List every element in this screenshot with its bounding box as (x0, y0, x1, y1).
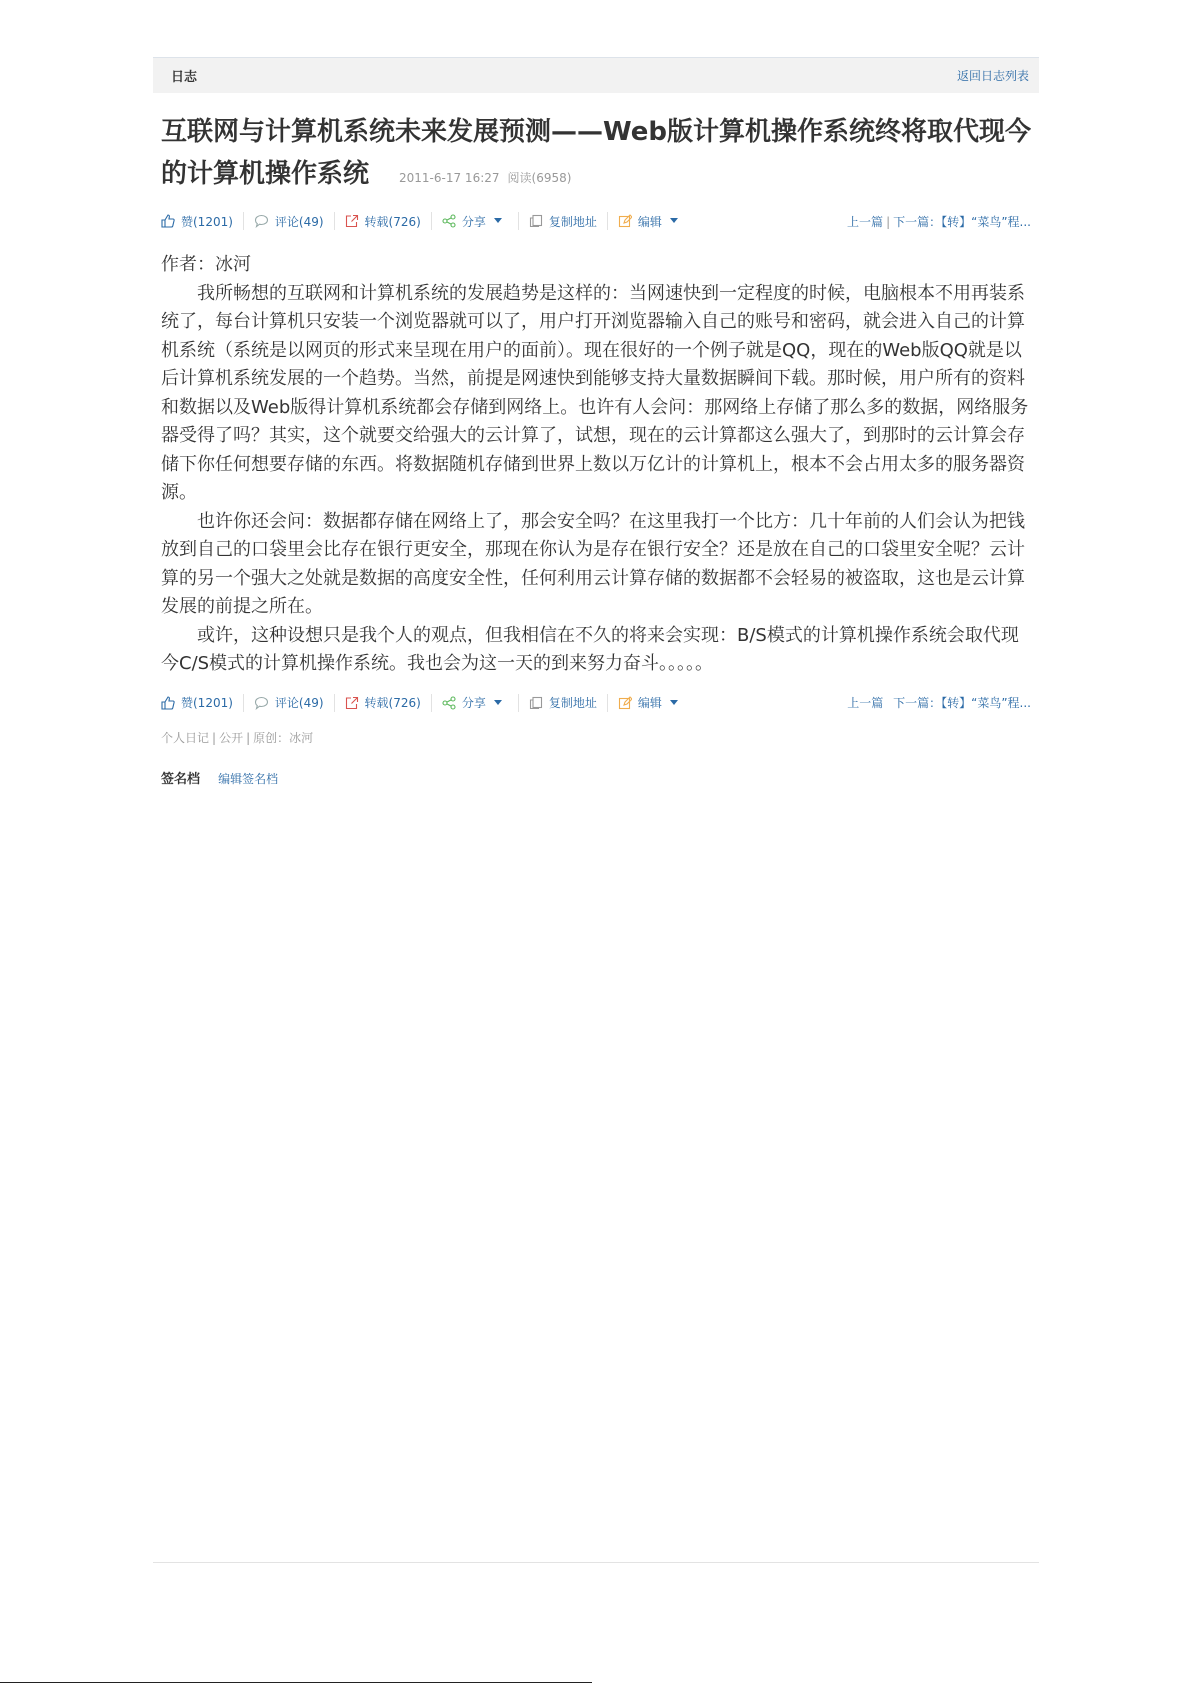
action-buttons (161, 212, 694, 230)
share-button[interactable] (431, 212, 518, 230)
bottom-divider (153, 1562, 1039, 1563)
post-origin: 原创：冰河 (253, 730, 314, 745)
back-to-list-link[interactable]: 返回日志列表 (956, 69, 1029, 83)
comment-button[interactable] (243, 694, 334, 712)
repost-icon (345, 696, 359, 710)
comment-icon (254, 214, 269, 228)
action-buttons (161, 694, 694, 712)
article-paragraph: 也许你还会问：数据都存储在网络上了，那会安全吗？在这里我打一个比方：几十年前的人们会认为把钱放到自己的口袋里会比存在银行更安全，那现在你认为是存在银行安全？还是放在自己的口袋里安全呢？云计算的另一个强大之处就是数据的高度安全性，任何利用云计算存储的数据都不会轻易的被盗取，这也是云计算发展的前提之所在。 (161, 510, 1025, 617)
article-content (153, 241, 1039, 679)
article-author: 作者：冰河 (161, 254, 251, 275)
comment-label: 评论(49) (274, 696, 324, 710)
edit-button[interactable] (607, 694, 694, 712)
edit-label: 编辑 (637, 696, 662, 710)
edit-signature-link[interactable]: 编辑签名档 (218, 771, 279, 786)
edit-button[interactable] (607, 212, 694, 230)
caret-down-icon (494, 218, 502, 224)
comment-label: 评论(49) (274, 214, 324, 229)
copy-icon (529, 696, 543, 710)
edit-icon (618, 214, 632, 228)
repost-icon (345, 214, 359, 228)
copy-address-button[interactable] (518, 694, 607, 712)
thumbs-up-icon (161, 696, 175, 710)
article-meta (399, 171, 571, 185)
prev-post-link[interactable]: 上一篇 (847, 696, 884, 710)
post-category[interactable]: 个人日记 (161, 730, 210, 745)
article-paragraph: 或许，这种设想只是我个人的观点，但我相信在不久的将来会实现：B/S模式的计算机操作系统会取代现今C/S模式的计算机操作系统。我也会为这一天的到来努力奋斗。。。。。 (161, 624, 1019, 674)
repost-label: 转载(726) (364, 214, 421, 229)
section-title: 日志 (171, 70, 198, 85)
action-bar-top (153, 201, 1039, 241)
copy-label: 复制地址 (548, 214, 597, 229)
like-label: 赞(1201) (181, 696, 233, 710)
post-footer-meta: 个人日记 | 公开 | 原创：冰河 (161, 730, 314, 745)
article-paragraph: 我所畅想的互联网和计算机系统的发展趋势是这样的：当网速快到一定程度的时候，电脑根本不用再装系统了，每台计算机只安装一个浏览器就可以了，用户打开浏览器输入自己的账号和密码，就会进入自己的计算机系统（系统是以网页的形式来呈现在用户的面前）。现在很好的一个例子就是QQ，现在的Web版QQ就是以后计算机系统发展的一个趋势。当然，前提是网速快到能够支持大量数据瞬间下载。那时候，用户所有的资料和数据以及Web版得计算机系统都会存储到网络上。也许有人会问：那网络上存储了那么多的数据，网络服务器受得了吗？其实，这个就要交给强大的云计算了，试想，现在的云计算都这么强大了，到那时的云计算会存储下你任何想要存储的东西。将数据随机存储到世界上数以万亿计的计算机上，根本不会占用太多的服务器资源。 (161, 282, 1029, 503)
signature-section (153, 746, 1039, 787)
share-icon (442, 214, 456, 228)
action-bar-bottom (153, 683, 1039, 723)
article-title (161, 111, 1031, 199)
article-reads: 阅读(6958) (507, 171, 572, 185)
article-date: 2011-6-17 16:27 (399, 171, 500, 185)
copy-label: 复制地址 (548, 696, 597, 710)
caret-down-icon (670, 218, 678, 224)
repost-button[interactable] (334, 694, 431, 712)
post-navigation-top: 上一篇 | 下一篇：【转】“菜鸟”程... (847, 214, 1031, 229)
copy-address-button[interactable] (518, 212, 607, 230)
edit-label: 编辑 (637, 214, 662, 229)
edit-icon (618, 696, 632, 710)
comment-icon (254, 696, 269, 710)
share-label: 分享 (461, 696, 486, 710)
post-visibility: 公开 (219, 730, 244, 745)
copy-icon (529, 214, 543, 228)
signature-label: 签名档 (161, 771, 201, 787)
title-block (153, 93, 1039, 199)
page-edge-line (0, 1682, 592, 1683)
comment-button[interactable] (243, 212, 334, 230)
next-post-link[interactable]: 下一篇：【转】“菜鸟”程... (893, 696, 1031, 710)
caret-down-icon (494, 700, 502, 706)
next-post-link[interactable]: 下一篇：【转】“菜鸟”程... (893, 214, 1031, 229)
like-label: 赞(1201) (181, 214, 233, 229)
caret-down-icon (670, 700, 678, 706)
like-button[interactable] (161, 212, 243, 230)
article-title-text: 互联网与计算机系统未来发展预测——Web版计算机操作系统终将取代现今的计算机操作系统 (161, 117, 1031, 189)
post-navigation-bottom (847, 694, 1031, 711)
repost-button[interactable] (334, 212, 431, 230)
topbar (153, 57, 1039, 93)
blog-post-page (153, 57, 1039, 787)
repost-label: 转载(726) (364, 696, 421, 710)
thumbs-up-icon (161, 214, 175, 228)
share-icon (442, 696, 456, 710)
share-button[interactable] (431, 694, 518, 712)
share-label: 分享 (461, 214, 486, 229)
like-button[interactable] (161, 694, 243, 712)
prev-post-link[interactable]: 上一篇 (847, 214, 884, 229)
